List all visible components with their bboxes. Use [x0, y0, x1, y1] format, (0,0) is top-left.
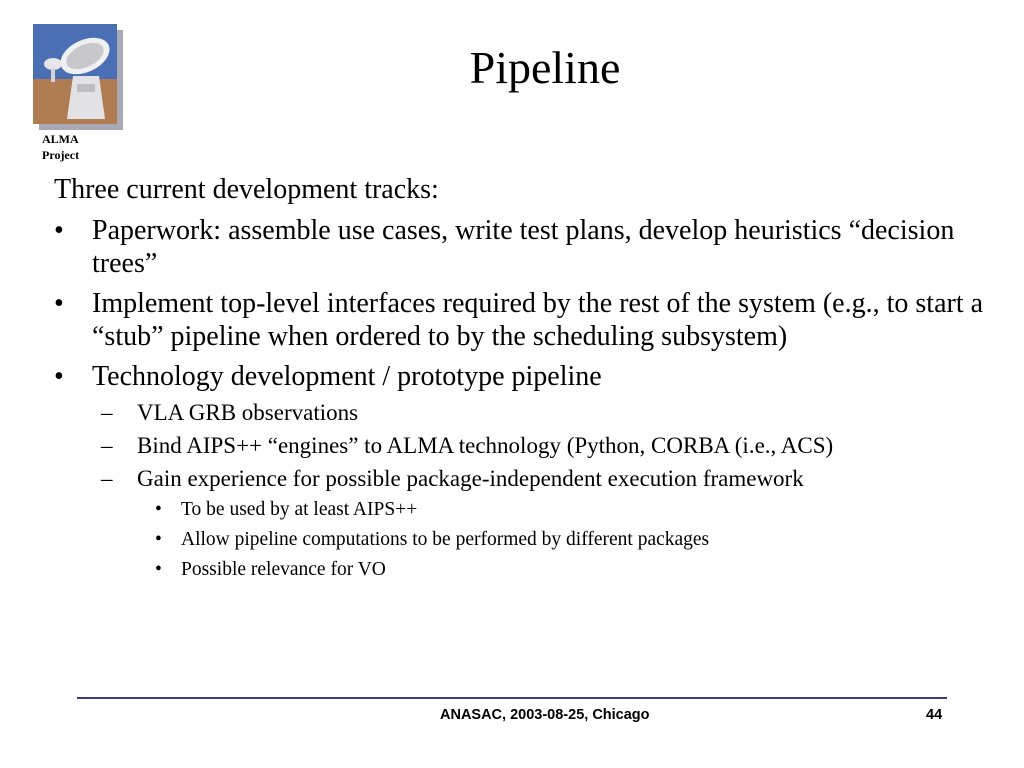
list-item-text: Technology development / prototype pipeline	[92, 361, 602, 392]
sub-sub-list-item	[54, 498, 1004, 522]
footer-divider	[77, 697, 947, 699]
footer-text: ANASAC, 2003-08-25, Chicago	[440, 707, 650, 723]
logo-caption-line2: Project	[42, 148, 80, 162]
logo-caption	[42, 131, 102, 163]
list-item-text: Paperwork: assemble use cases, write test plans, develop heuristics “decision trees”	[92, 215, 955, 279]
sub-list-item	[54, 399, 1004, 426]
sub-list-item-text: Gain experience for possible package-independent execution framework	[137, 466, 804, 491]
sub-list-item-text: VLA GRB observations	[137, 400, 359, 425]
dash-marker: –	[101, 433, 113, 458]
small-bullet-marker: •	[155, 559, 162, 580]
intro-text: Three current development tracks:	[54, 174, 439, 205]
small-bullet-marker: •	[155, 529, 162, 550]
slide-body	[54, 173, 1004, 582]
sub-sub-list-item-text: Allow pipeline computations to be performed by different packages	[181, 529, 710, 550]
sub-sub-list-item-text: To be used by at least AIPS++	[181, 499, 418, 520]
list-item	[54, 287, 1004, 353]
sub-list-item	[54, 465, 1004, 492]
antenna-illustration	[33, 24, 117, 124]
logo-caption-line1: ALMA	[42, 132, 79, 146]
list-item-text: Implement top-level interfaces required by the rest of the system (e.g., to start a “stub” pipeline when ordered to by the scheduling subsystem)	[92, 288, 984, 352]
sub-sub-list-item-text: Possible relevance for VO	[181, 559, 386, 580]
sub-list-item-text: Bind AIPS++ “engines” to ALMA technology (Python, CORBA (i.e., ACS)	[137, 433, 834, 458]
list-item	[54, 360, 1004, 393]
list-item	[54, 214, 1004, 280]
bullet-marker: •	[54, 288, 64, 319]
radio-telescope-antenna-icon	[33, 24, 117, 124]
dash-marker: –	[101, 400, 113, 425]
dash-marker: –	[101, 466, 113, 491]
page-number: 44	[926, 707, 943, 723]
small-bullet-marker: •	[155, 499, 162, 520]
sub-sub-list-item	[54, 528, 1004, 552]
sub-sub-list-item	[54, 558, 1004, 582]
sub-list-item	[54, 432, 1004, 459]
bullet-marker: •	[54, 361, 64, 392]
bullet-marker: •	[54, 215, 64, 246]
alma-logo	[33, 24, 125, 132]
slide-title: Pipeline	[469, 42, 621, 93]
